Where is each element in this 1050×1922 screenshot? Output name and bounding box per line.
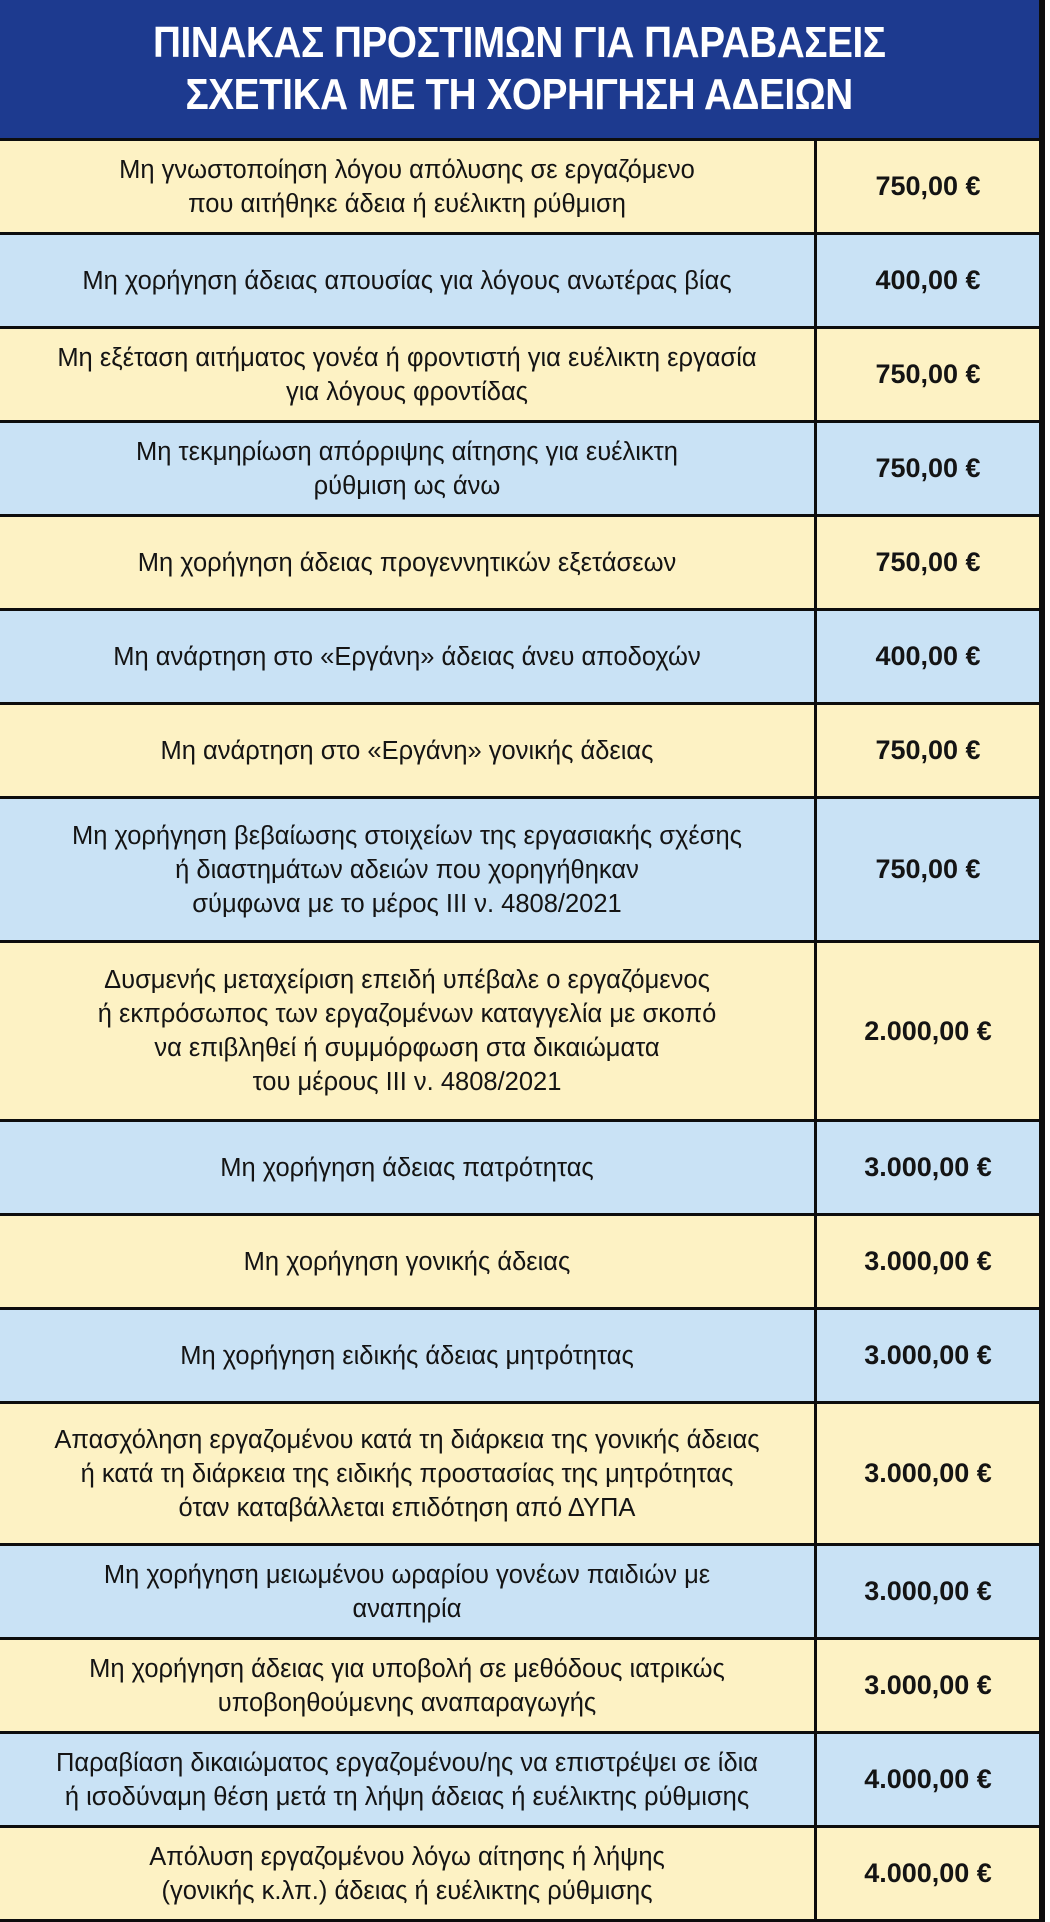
fine-amount: 750,00 € xyxy=(817,705,1045,796)
fine-amount: 750,00 € xyxy=(817,141,1045,232)
table-row xyxy=(0,705,1045,799)
fine-amount: 4.000,00 € xyxy=(817,1734,1045,1825)
fine-amount: 3.000,00 € xyxy=(817,1640,1045,1731)
table-row xyxy=(0,141,1045,235)
fine-amount: 750,00 € xyxy=(817,799,1045,940)
table-row xyxy=(0,1216,1045,1310)
fine-amount: 3.000,00 € xyxy=(817,1404,1045,1543)
fine-amount: 750,00 € xyxy=(817,423,1045,514)
fine-amount: 400,00 € xyxy=(817,235,1045,326)
fine-amount: 3.000,00 € xyxy=(817,1310,1045,1401)
violation-description: Δυσμενής μεταχείριση επειδή υπέβαλε ο εργαζόμενος ή εκπρόσωπος των εργαζομένων καταγγελία με σκοπό να επιβληθεί ή συμμόρφωση στα δικαιώματα του μέρους ΙΙΙ ν. 4808/2021 xyxy=(0,943,817,1119)
violation-description: Μη εξέταση αιτήματος γονέα ή φροντιστή για ευέλικτη εργασία για λόγους φροντίδας xyxy=(0,329,817,420)
table-row xyxy=(0,799,1045,943)
title-line-2: ΣΧΕΤΙΚΑ ΜΕ ΤΗ ΧΟΡΗΓΗΣΗ ΑΔΕΙΩΝ xyxy=(185,70,854,119)
violation-description: Μη χορήγηση άδειας πατρότητας xyxy=(0,1122,817,1213)
violation-description: Μη τεκμηρίωση απόρριψης αίτησης για ευέλικτη ρύθμιση ως άνω xyxy=(0,423,817,514)
title-line-1: ΠΙΝΑΚΑΣ ΠΡΟΣΤΙΜΩΝ ΓΙΑ ΠΑΡΑΒΑΣΕΙΣ xyxy=(153,18,886,67)
fine-amount: 750,00 € xyxy=(817,517,1045,608)
table-row xyxy=(0,235,1045,329)
fines-table xyxy=(0,138,1045,1922)
fine-amount: 4.000,00 € xyxy=(817,1828,1045,1919)
fine-amount: 2.000,00 € xyxy=(817,943,1045,1119)
table-row xyxy=(0,943,1045,1122)
table-row xyxy=(0,423,1045,517)
fine-amount: 3.000,00 € xyxy=(817,1216,1045,1307)
table-row xyxy=(0,329,1045,423)
violation-description: Μη χορήγηση άδειας για υποβολή σε μεθόδους ιατρικώς υποβοηθούμενης αναπαραγωγής xyxy=(0,1640,817,1731)
violation-description: Μη ανάρτηση στο «Εργάνη» γονικής άδειας xyxy=(0,705,817,796)
table-row xyxy=(0,1310,1045,1404)
violation-description: Απασχόληση εργαζομένου κατά τη διάρκεια της γονικής άδειας ή κατά τη διάρκεια της ειδικής προστασίας της μητρότητας όταν καταβάλλεται επιδότηση από ΔΥΠΑ xyxy=(0,1404,817,1543)
violation-description: Μη γνωστοποίηση λόγου απόλυσης σε εργαζόμενο που αιτήθηκε άδεια ή ευέλικτη ρύθμιση xyxy=(0,141,817,232)
violation-description: Μη χορήγηση άδειας απουσίας για λόγους ανωτέρας βίας xyxy=(0,235,817,326)
violation-description: Μη χορήγηση ειδικής άδειας μητρότητας xyxy=(0,1310,817,1401)
violation-description: Παραβίαση δικαιώματος εργαζομένου/ης να επιστρέψει σε ίδια ή ισοδύναμη θέση μετά τη λήψη άδειας ή ευέλικτης ρύθμισης xyxy=(0,1734,817,1825)
fine-amount: 400,00 € xyxy=(817,611,1045,702)
violation-description: Μη χορήγηση βεβαίωσης στοιχείων της εργασιακής σχέσης ή διαστημάτων αδειών που χορηγήθηκαν σύμφωνα με το μέρος ΙΙΙ ν. 4808/2021 xyxy=(0,799,817,940)
fine-amount: 3.000,00 € xyxy=(817,1546,1045,1637)
violation-description: Μη χορήγηση γονικής άδειας xyxy=(0,1216,817,1307)
table-row xyxy=(0,1122,1045,1216)
violation-description: Μη χορήγηση άδειας προγεννητικών εξετάσεων xyxy=(0,517,817,608)
table-header xyxy=(0,0,1045,138)
fine-amount: 3.000,00 € xyxy=(817,1122,1045,1213)
fine-amount: 750,00 € xyxy=(817,329,1045,420)
table-row xyxy=(0,1828,1045,1922)
table-row xyxy=(0,1404,1045,1546)
table-row xyxy=(0,1734,1045,1828)
violation-description: Απόλυση εργαζομένου λόγω αίτησης ή λήψης (γονικής κ.λπ.) άδειας ή ευέλικτης ρύθμισης xyxy=(0,1828,817,1919)
table-row xyxy=(0,1546,1045,1640)
violation-description: Μη ανάρτηση στο «Εργάνη» άδειας άνευ αποδοχών xyxy=(0,611,817,702)
violation-description: Μη χορήγηση μειωμένου ωραρίου γονέων παιδιών με αναπηρία xyxy=(0,1546,817,1637)
table-row xyxy=(0,517,1045,611)
table-row xyxy=(0,1640,1045,1734)
table-row xyxy=(0,611,1045,705)
